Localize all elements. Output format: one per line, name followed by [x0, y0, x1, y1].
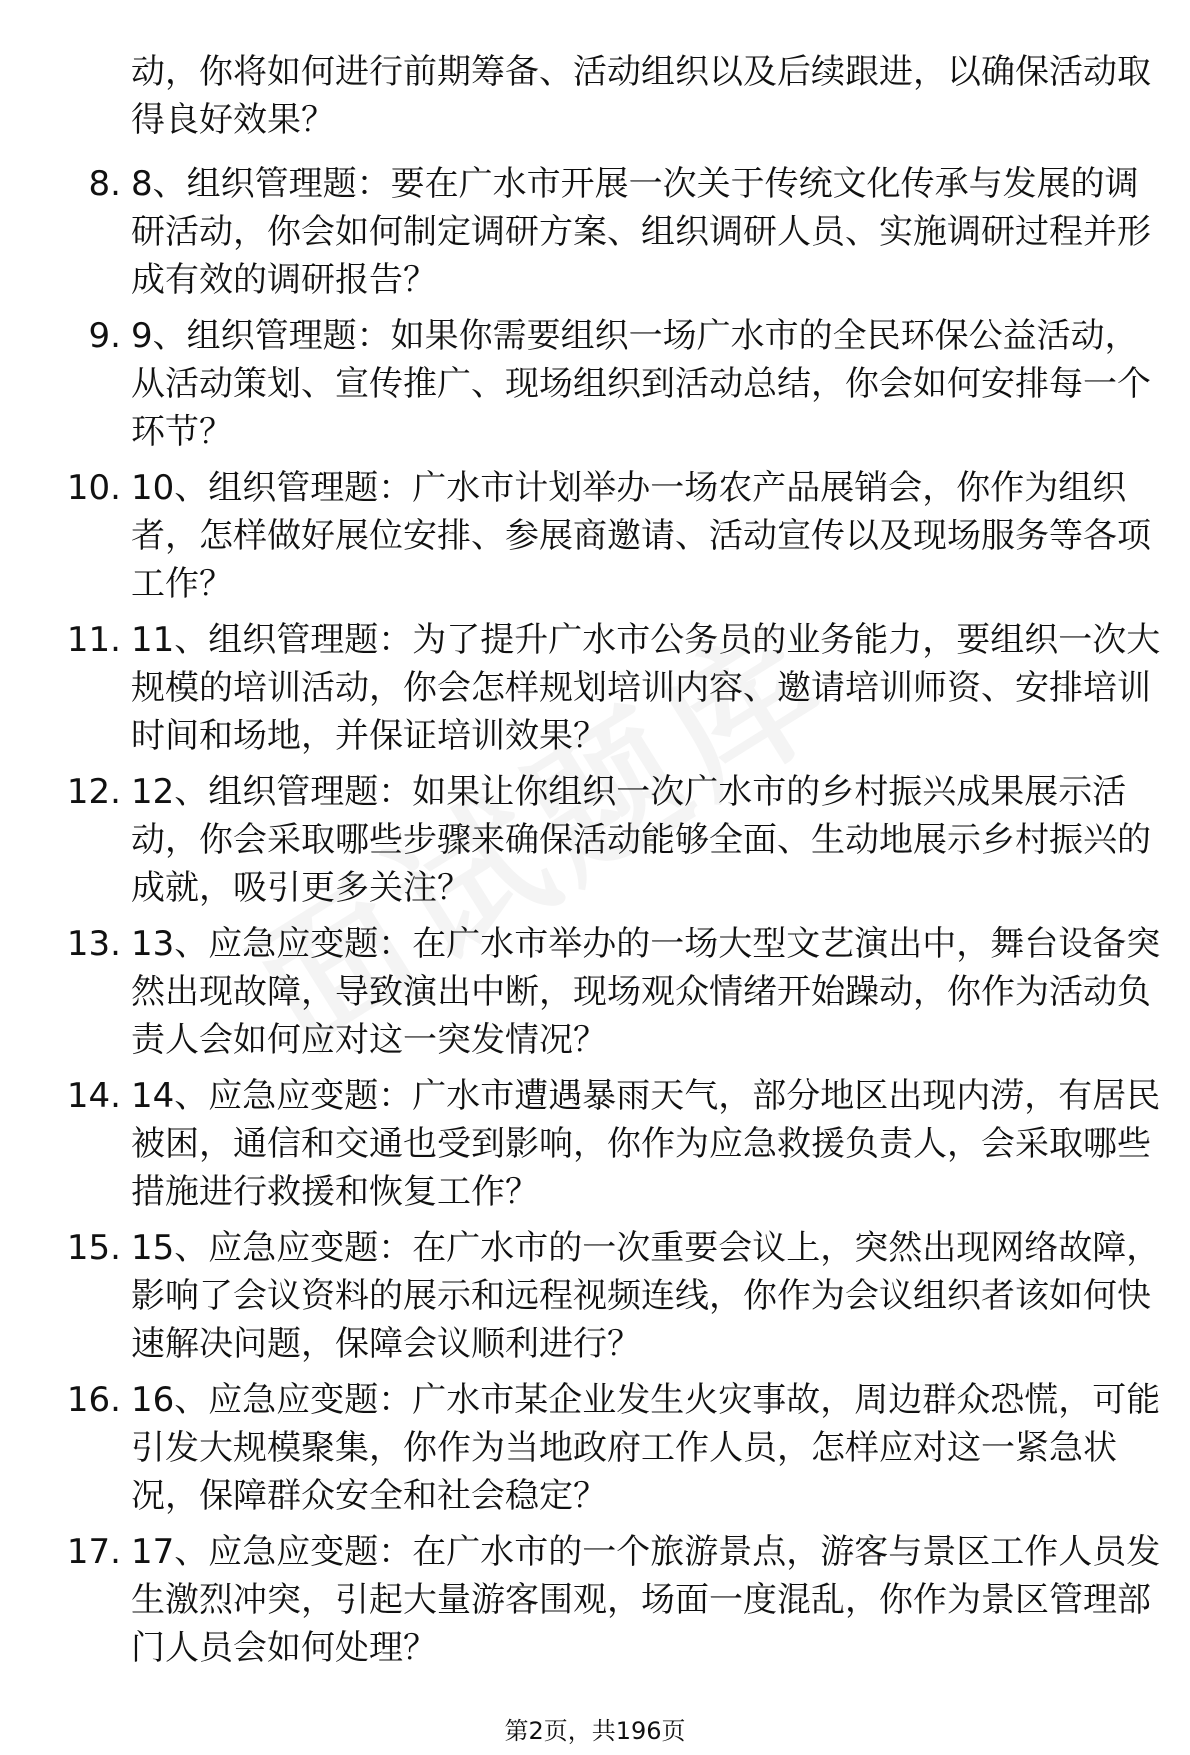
question-number: 8. [88, 164, 121, 204]
question-number: 15. [66, 1228, 121, 1268]
question-text: 15、应急应变题：在广水市的一次重要会议上，突然出现网络故障，影响了会议资料的展示和远程视频连线，你作为会议组织者该如何快速解决问题，保障会议顺利进行？ [131, 1228, 1161, 1364]
question-item [40, 768, 1175, 912]
question-number: 9. [88, 316, 121, 356]
question-number: 11. [66, 620, 121, 660]
page-number-footer: 第2页，共196页 [504, 1717, 686, 1745]
question-number: 12. [66, 772, 121, 812]
question-text: 10、组织管理题：广水市计划举办一场农产品展销会，你作为组织者，怎样做好展位安排、参展商邀请、活动宣传以及现场服务等各项工作？ [131, 468, 1151, 604]
question-text: 17、应急应变题：在广水市的一个旅游景点，游客与景区工作人员发生激烈冲突，引起大量游客围观，场面一度混乱，你作为景区管理部门人员会如何处理？ [131, 1532, 1161, 1668]
question-item [40, 616, 1175, 760]
question-item [40, 920, 1175, 1064]
question-number: 16. [66, 1380, 121, 1420]
question-item [40, 160, 1175, 304]
question-item [40, 464, 1175, 608]
question-number: 13. [66, 924, 121, 964]
question-number: 10. [66, 468, 121, 508]
question-text: 14、应急应变题：广水市遭遇暴雨天气，部分地区出现内涝，有居民被困，通信和交通也受到影响，你作为应急救援负责人，会采取哪些措施进行救援和恢复工作？ [131, 1076, 1161, 1212]
question-text: 12、组织管理题：如果让你组织一次广水市的乡村振兴成果展示活动，你会采取哪些步骤来确保活动能够全面、生动地展示乡村振兴的成就，吸引更多关注？ [131, 772, 1151, 908]
continuation-text: 动，你将如何进行前期筹备、活动组织以及后续跟进，以确保活动取得良好效果？ [131, 52, 1151, 140]
question-text: 8、组织管理题：要在广水市开展一次关于传统文化传承与发展的调研活动，你会如何制定调研方案、组织调研人员、实施调研过程并形成有效的调研报告？ [131, 164, 1151, 300]
question-item [40, 1528, 1175, 1672]
question-item [40, 1224, 1175, 1368]
question-item [40, 312, 1175, 456]
question-item [40, 1072, 1175, 1216]
question-number: 17. [66, 1532, 121, 1572]
question-text: 11、组织管理题：为了提升广水市公务员的业务能力，要组织一次大规模的培训活动，你会怎样规划培训内容、邀请培训师资、安排培训时间和场地，并保证培训效果？ [131, 620, 1161, 756]
question-text: 9、组织管理题：如果你需要组织一场广水市的全民环保公益活动，从活动策划、宣传推广、现场组织到活动总结，你会如何安排每一个环节？ [131, 316, 1151, 452]
question-number: 14. [66, 1076, 121, 1116]
question-item [40, 1376, 1175, 1520]
question-text: 16、应急应变题：广水市某企业发生火灾事故，周边群众恐慌，可能引发大规模聚集，你作为当地政府工作人员，怎样应对这一紧急状况，保障群众安全和社会稳定？ [131, 1380, 1161, 1516]
question-list [40, 160, 1175, 1680]
question-text: 13、应急应变题：在广水市举办的一场大型文艺演出中，舞台设备突然出现故障，导致演出中断，现场观众情绪开始躁动，你作为活动负责人会如何应对这一突发情况？ [131, 924, 1161, 1060]
